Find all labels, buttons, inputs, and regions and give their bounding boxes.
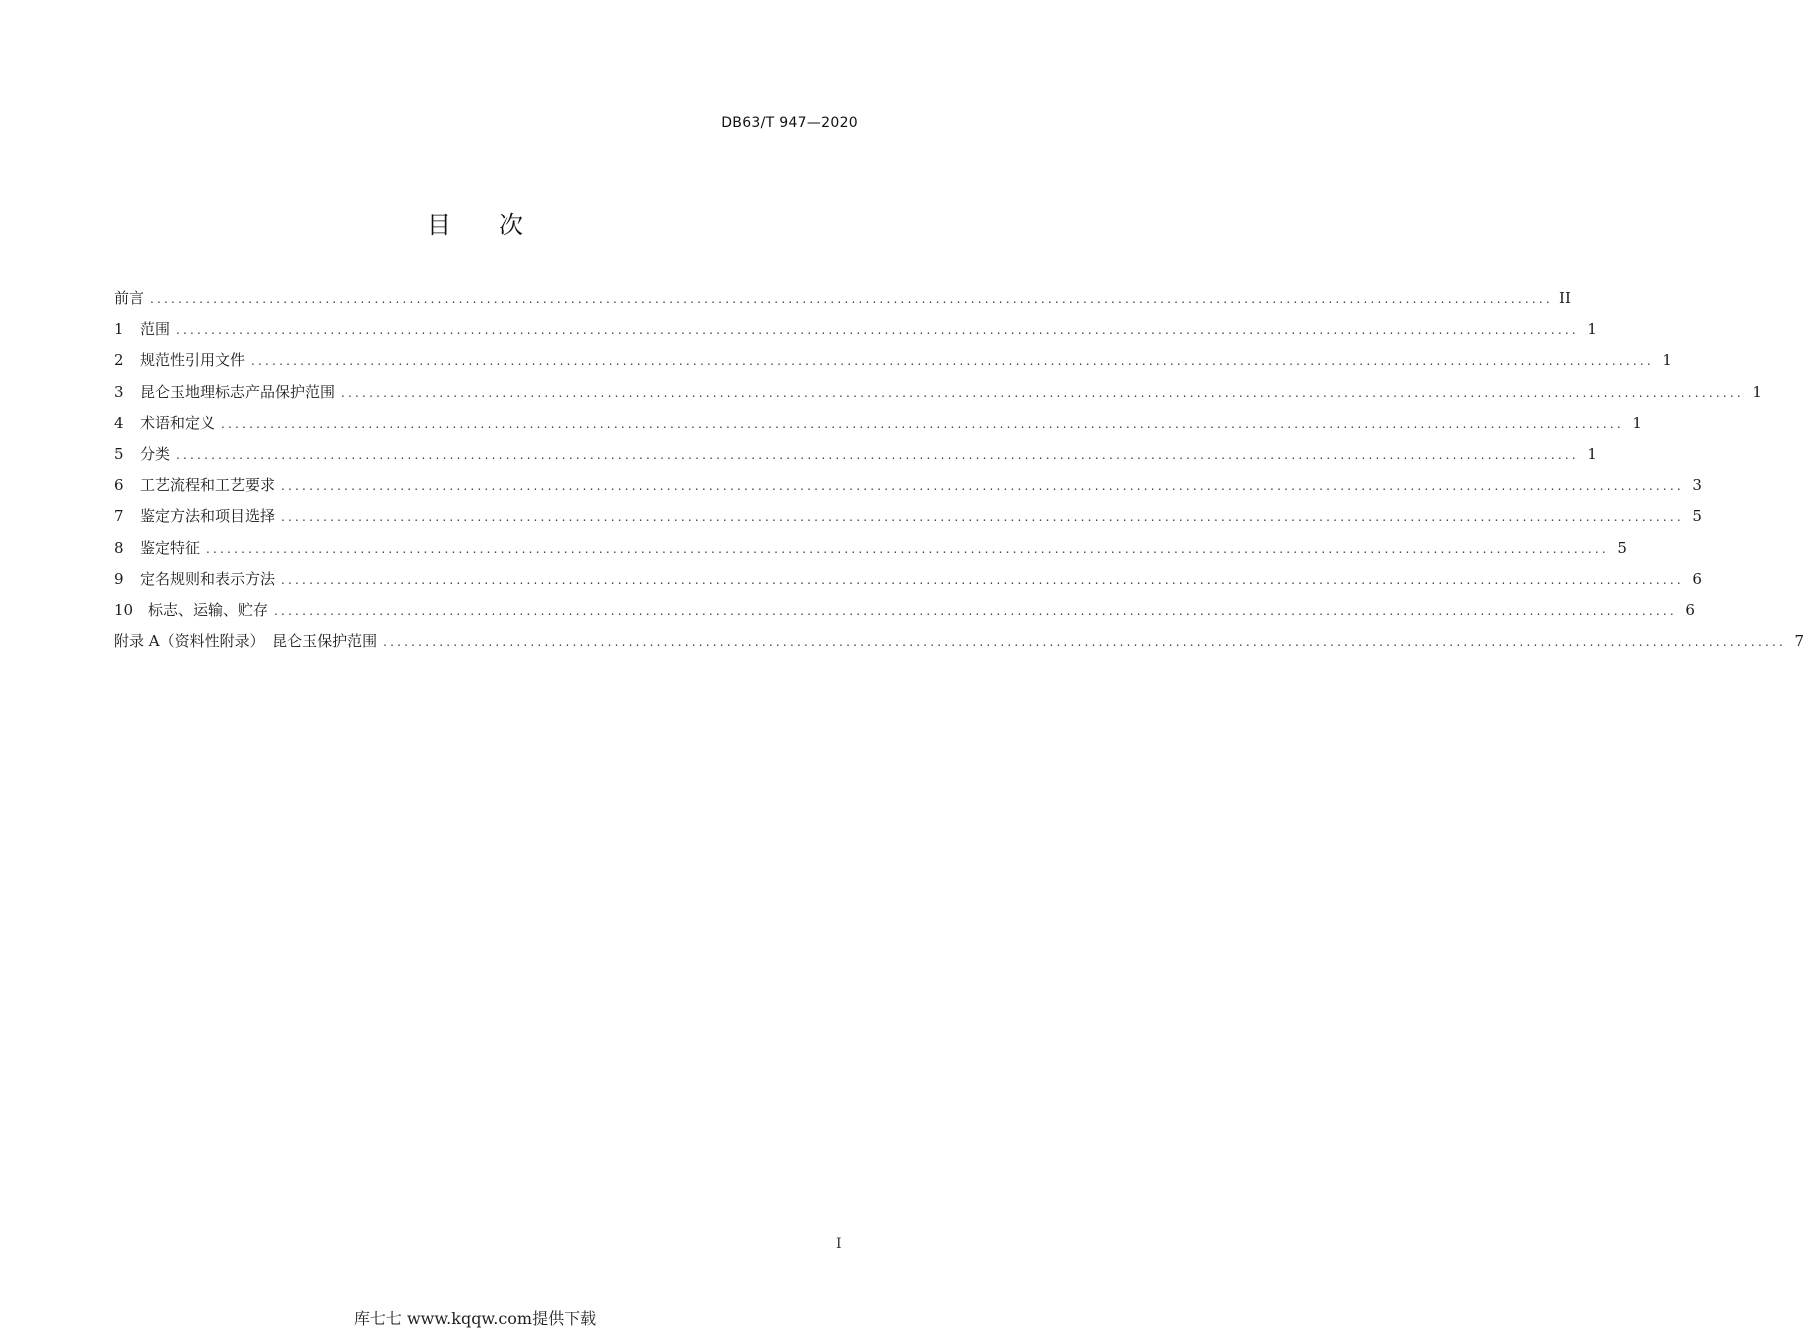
toc-entry-label: 范围 (140, 320, 171, 339)
toc-entry-page: 5 (1617, 538, 1627, 557)
toc-leader-dots: ........................................................................................................................................................................................................ (251, 354, 1654, 369)
toc-entry-foreword[interactable] (114, 283, 1571, 314)
toc-leader-dots: ........................................................................................................................................................................................................ (281, 572, 1684, 587)
toc-entry-3[interactable] (114, 377, 1762, 408)
toc-leader-dots: ........................................................................................................................................................................................................ (383, 635, 1786, 650)
toc-entry-page: 6 (1685, 600, 1695, 619)
toc-leader-dots: ........................................................................................................................................................................................................ (206, 541, 1609, 556)
toc-leader-dots: ........................................................................................................................................................................................................ (221, 416, 1624, 431)
toc-entry-label: 昆仑玉地理标志产品保护范围 (140, 382, 336, 401)
page-title: 目次 (427, 211, 571, 239)
document-code: DB63/T 947—2020 (721, 115, 858, 131)
toc-leader-dots: ........................................................................................................................................................................................................ (176, 323, 1579, 338)
toc-entry-appendix-a[interactable] (114, 626, 1804, 657)
toc-entry-page: 3 (1692, 476, 1702, 495)
toc-entry-page: 1 (1632, 413, 1642, 432)
toc-entry-page: 5 (1692, 507, 1702, 526)
toc-entry-4[interactable] (114, 408, 1642, 439)
toc-entry-page: II (1559, 289, 1571, 307)
toc-entry-label: 鉴定特征 (140, 538, 201, 557)
toc-entry-label: 附录 A（资料性附录） 昆仑玉保护范围 (114, 632, 378, 651)
toc-entry-number: 8 (114, 538, 124, 557)
toc-entry-page: 6 (1692, 569, 1702, 588)
toc-entry-page: 1 (1587, 444, 1597, 463)
toc-entry-number: 5 (114, 444, 124, 463)
toc-entry-number: 10 (114, 600, 134, 619)
toc-entry-page: 1 (1587, 320, 1597, 339)
toc-entry-label: 规范性引用文件 (140, 351, 246, 370)
toc-entry-page: 1 (1662, 351, 1672, 370)
toc-entry-6[interactable] (114, 470, 1702, 501)
toc-leader-dots: ........................................................................................................................................................................................................ (281, 479, 1684, 494)
toc-entry-number: 6 (114, 476, 124, 495)
toc-entry-number: 4 (114, 413, 124, 432)
page-number: I (836, 1236, 842, 1252)
toc-entry-label: 标志、运输、贮存 (148, 600, 269, 619)
toc-entry-label: 定名规则和表示方法 (140, 569, 276, 588)
table-of-contents (114, 283, 1804, 657)
toc-leader-dots: ........................................................................................................................................................................................................ (176, 447, 1579, 462)
toc-entry-1[interactable] (114, 314, 1597, 345)
toc-leader-dots: ........................................................................................................................................................................................................ (281, 510, 1684, 525)
toc-entry-label: 前言 (114, 289, 145, 307)
toc-entry-number: 1 (114, 320, 124, 339)
toc-entry-label: 鉴定方法和项目选择 (140, 507, 276, 526)
toc-entry-number: 9 (114, 569, 124, 588)
toc-entry-number: 2 (114, 351, 124, 370)
toc-leader-dots: ........................................................................................................................................................................................................ (274, 603, 1677, 618)
toc-entry-label: 分类 (140, 444, 171, 463)
toc-leader-dots: ........................................................................................................................................................................................................ (341, 385, 1744, 400)
toc-entry-7[interactable] (114, 501, 1702, 532)
toc-entry-8[interactable] (114, 533, 1627, 564)
toc-entry-label: 术语和定义 (140, 413, 216, 432)
toc-leader-dots: ........................................................................................................................................................................................................ (150, 292, 1553, 306)
toc-entry-10[interactable] (114, 595, 1695, 626)
toc-entry-5[interactable] (114, 439, 1597, 470)
toc-entry-9[interactable] (114, 564, 1702, 595)
toc-entry-2[interactable] (114, 345, 1672, 376)
toc-entry-page: 7 (1794, 632, 1804, 651)
toc-entry-number: 3 (114, 382, 124, 401)
footer-watermark: 库七七 www.kqqw.com提供下载 (353, 1309, 597, 1328)
toc-entry-label: 工艺流程和工艺要求 (140, 476, 276, 495)
toc-entry-page: 1 (1752, 382, 1762, 401)
toc-entry-number: 7 (114, 507, 124, 526)
